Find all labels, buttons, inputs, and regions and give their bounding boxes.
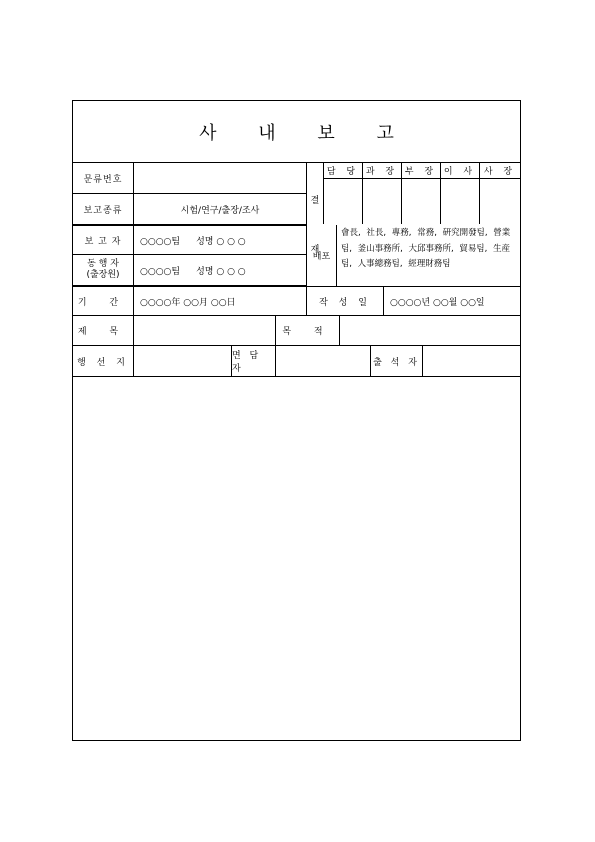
approval-head: 사 장	[480, 163, 520, 179]
companion-row	[73, 255, 306, 286]
approval-head: 과 장	[363, 163, 401, 179]
distribution-label: 배포	[306, 225, 336, 286]
subject-field[interactable]	[133, 316, 275, 345]
reporter-team: ○○○○팀	[140, 236, 181, 247]
report-type-row	[73, 194, 306, 225]
subject-row	[73, 316, 520, 346]
approval-label-2: 재	[310, 245, 320, 255]
page-title: 사 내 보 고	[73, 101, 520, 163]
reporter-field[interactable]	[133, 226, 306, 254]
companion-name: 성명 ○ ○ ○	[196, 266, 246, 277]
report-type-label: 보고종류	[83, 205, 123, 216]
subject-label: 제 목	[77, 327, 129, 337]
reporter-row	[73, 225, 306, 255]
doc-number-label: 문류번호	[83, 174, 123, 185]
approval-head: 담 당	[324, 163, 362, 179]
companion-label-cell	[73, 255, 133, 285]
reporter-label: 보 고 자	[84, 236, 122, 247]
doc-number-field[interactable]	[133, 163, 306, 193]
companion-field[interactable]	[133, 255, 306, 285]
approval-label-1: 결	[310, 196, 320, 206]
period-row	[73, 286, 520, 316]
approval-head: 부 장	[402, 163, 440, 179]
companion-label: 동 행 자	[87, 259, 119, 269]
period-value[interactable]: ○○○○年 ○○月 ○○日	[133, 287, 306, 315]
contact-field[interactable]	[275, 346, 370, 376]
companion-team: ○○○○팀	[140, 266, 181, 277]
visit-row	[73, 346, 520, 377]
visit-place-field[interactable]	[133, 346, 231, 376]
approval-slot[interactable]	[479, 163, 520, 224]
approval-slot[interactable]	[401, 163, 440, 224]
contact-label: 면 담 자	[231, 346, 275, 376]
period-label: 기 간	[77, 297, 129, 308]
approval-slot[interactable]	[362, 163, 401, 224]
distribution-block	[306, 225, 520, 286]
approval-slot[interactable]	[440, 163, 479, 224]
report-form	[72, 100, 521, 741]
reporter-name: 성명 ○ ○ ○	[196, 236, 246, 247]
written-date-value[interactable]: ○○○○년 ○○월 ○○일	[383, 287, 520, 315]
visit-place-label: 행 선 지	[77, 357, 129, 368]
companion-note: (출장원)	[86, 270, 120, 280]
attendee-field[interactable]	[422, 346, 520, 376]
purpose-field[interactable]	[339, 316, 520, 345]
doc-number-row	[73, 163, 306, 194]
report-body[interactable]	[73, 377, 520, 740]
approval-slot[interactable]	[323, 163, 362, 224]
distribution-list: 會長, 社長, 專務, 常務, 硏究開發팀, 營業팀, 釜山事務所, 大邱事務所, 貿易팀, 生産팀, 人事總務팀, 經理財務팀	[336, 225, 520, 286]
purpose-label: 목 적	[275, 316, 339, 345]
written-date-label: 작 성 일	[306, 287, 383, 315]
report-type-value[interactable]: 시험/연구/출장/조사	[133, 194, 306, 224]
approval-head: 이 사	[441, 163, 479, 179]
attendee-label: 출 석 자	[370, 346, 422, 376]
